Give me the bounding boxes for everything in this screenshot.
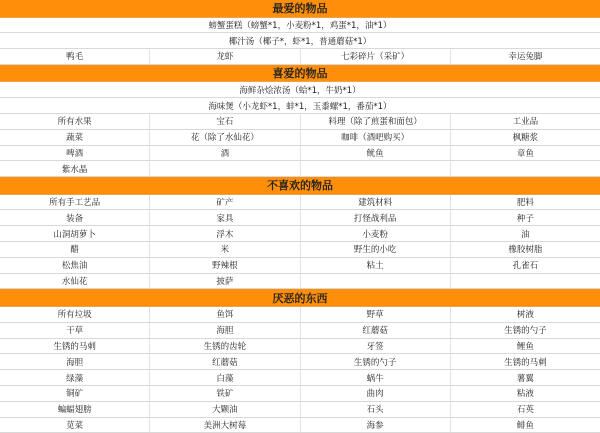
item-cell: 曲肉 — [301, 386, 451, 401]
item-cell: 鱿鱼 — [301, 146, 451, 161]
item-cell: 石英 — [516, 405, 534, 416]
item-cell: 花（除了水仙花） — [150, 130, 300, 145]
table-row — [0, 130, 600, 146]
disliked-section — [0, 177, 600, 289]
section-header — [0, 0, 600, 18]
item-cell: 石头 — [301, 402, 451, 417]
table-row — [0, 386, 600, 402]
item-cell — [301, 161, 451, 176]
item-cell: 生锈的齿轮 — [150, 339, 300, 354]
table-row — [0, 114, 600, 130]
item-cell: 红蘑菇 — [301, 323, 451, 338]
item-cell: 七彩碎片（采矿） — [301, 49, 451, 64]
item-cell: 宝石 — [150, 114, 300, 129]
table-row — [0, 146, 600, 162]
item-cell: 章鱼 — [516, 148, 534, 159]
hated-section — [0, 289, 600, 433]
item-cell: 野生的小吃 — [301, 242, 451, 257]
item-cell: 橡胶树脂 — [508, 245, 543, 256]
item-cell: 铁矿 — [150, 386, 300, 401]
table-row — [0, 323, 600, 339]
section-title: 厌恶的东西 — [272, 291, 328, 305]
table-row — [0, 82, 600, 98]
liked-section — [0, 65, 600, 177]
section-header — [0, 289, 600, 307]
item-cell: 野草 — [301, 307, 451, 322]
section-header — [0, 177, 600, 195]
item-cell: 矿产 — [150, 195, 300, 210]
item-cell: 小麦粉 — [301, 226, 451, 241]
item-cell — [451, 274, 600, 289]
item-cell: 生锈的马刺 — [0, 339, 150, 354]
table-row — [0, 18, 600, 34]
table-row — [0, 210, 600, 226]
item-cell: 米 — [150, 242, 300, 257]
item-cell: 干草 — [0, 323, 150, 338]
table-row — [0, 98, 600, 114]
item-cell: 鸭毛 — [0, 49, 150, 64]
item-cell: 酒 — [150, 146, 300, 161]
table-row — [0, 370, 600, 386]
item-cell: 海参 — [301, 418, 451, 433]
table-row — [0, 274, 600, 290]
section-title: 喜爱的物品 — [272, 67, 328, 81]
table-row — [0, 195, 600, 211]
table-row — [0, 33, 600, 49]
item-cell: 海胆 — [150, 323, 300, 338]
section-header — [0, 65, 600, 83]
item-cell: 油 — [521, 229, 530, 240]
item-cell: 蜗牛 — [301, 370, 451, 385]
recipe-cell: 海鲜杂烩浓汤（蛤*1，牛奶*1） — [239, 85, 361, 96]
item-cell: 浮木 — [150, 226, 300, 241]
item-cell: 建筑材料 — [301, 195, 451, 210]
item-cell — [150, 161, 300, 176]
item-cell: 肥料 — [516, 198, 534, 209]
item-cell — [301, 274, 451, 289]
item-cell: 山洞胡萝卜 — [0, 226, 150, 241]
item-cell: 家具 — [150, 210, 300, 225]
item-cell: 绿藻 — [0, 370, 150, 385]
item-cell: 龙虾 — [150, 49, 300, 64]
favorite-section — [0, 0, 600, 65]
table-row — [0, 226, 600, 242]
item-cell: 鲱鱼 — [516, 420, 534, 431]
item-cell: 粘液 — [516, 389, 534, 400]
item-cell: 装备 — [0, 210, 150, 225]
recipe-cell: 螃蟹蛋糕（螃蟹*1，小麦粉*1，鸡蛋*1，油*1） — [208, 20, 392, 31]
item-cell: 工业品 — [512, 117, 539, 128]
section-title: 最爱的物品 — [272, 2, 328, 16]
item-cell: 蝙蝠翅膀 — [0, 402, 150, 417]
item-cell: 打怪战利品 — [301, 210, 451, 225]
table-row — [0, 307, 600, 323]
item-cell: 枫糖浆 — [512, 133, 539, 144]
item-cell: 生锈的勺子 — [504, 326, 547, 337]
item-cell: 所有垃圾 — [0, 307, 150, 322]
item-cell: 蔬菜 — [0, 130, 150, 145]
item-cell: 孔雀石 — [512, 261, 539, 272]
table-row — [0, 339, 600, 355]
item-cell: 松焦油 — [0, 258, 150, 273]
item-cell: 醋 — [0, 242, 150, 257]
item-cell: 紫水晶 — [0, 161, 150, 176]
recipe-cell: 椰汁汤（椰子*，虾*1，普通蘑菇*1） — [228, 36, 372, 47]
item-cell: 啤酒 — [0, 146, 150, 161]
table-row — [0, 242, 600, 258]
table-row — [0, 161, 600, 177]
table-row — [0, 402, 600, 418]
item-cell: 铜矿 — [0, 386, 150, 401]
table-row — [0, 418, 600, 433]
item-cell: 咖啡（酒吧购买） — [301, 130, 451, 145]
item-cell: 牙签 — [301, 339, 451, 354]
item-cell: 生锈的勺子 — [301, 354, 451, 369]
item-cell: 树液 — [516, 310, 534, 321]
item-cell: 美洲大树莓 — [150, 418, 300, 433]
item-cell: 海胆 — [0, 354, 150, 369]
table-row — [0, 49, 600, 65]
item-cell: 白藻 — [150, 370, 300, 385]
table-row — [0, 258, 600, 274]
item-cell: 鱼饵 — [150, 307, 300, 322]
item-cell: 薯翼 — [516, 373, 534, 384]
item-cell: 种子 — [516, 213, 534, 224]
recipe-cell: 海味煲（小龙虾*1，蚌*1，玉黍螺*1，番茄*1） — [208, 101, 392, 112]
item-cell: 披萨 — [150, 274, 300, 289]
item-cell: 鲤鱼 — [516, 341, 534, 352]
item-cell: 料理（除了煎蛋和面包） — [301, 114, 451, 129]
item-cell — [451, 161, 600, 176]
item-cell: 野辣根 — [150, 258, 300, 273]
item-cell: 大颗油 — [150, 402, 300, 417]
item-cell: 所有水果 — [0, 114, 150, 129]
item-cell: 粘土 — [301, 258, 451, 273]
item-cell: 所有手工艺品 — [0, 195, 150, 210]
item-cell: 幸运兔脚 — [508, 52, 543, 63]
item-cell: 苋菜 — [0, 418, 150, 433]
table-row — [0, 354, 600, 370]
item-cell: 红蘑菇 — [150, 354, 300, 369]
item-cell: 生锈的马刺 — [504, 357, 547, 368]
item-cell: 水仙花 — [0, 274, 150, 289]
section-title: 不喜欢的物品 — [267, 179, 333, 193]
